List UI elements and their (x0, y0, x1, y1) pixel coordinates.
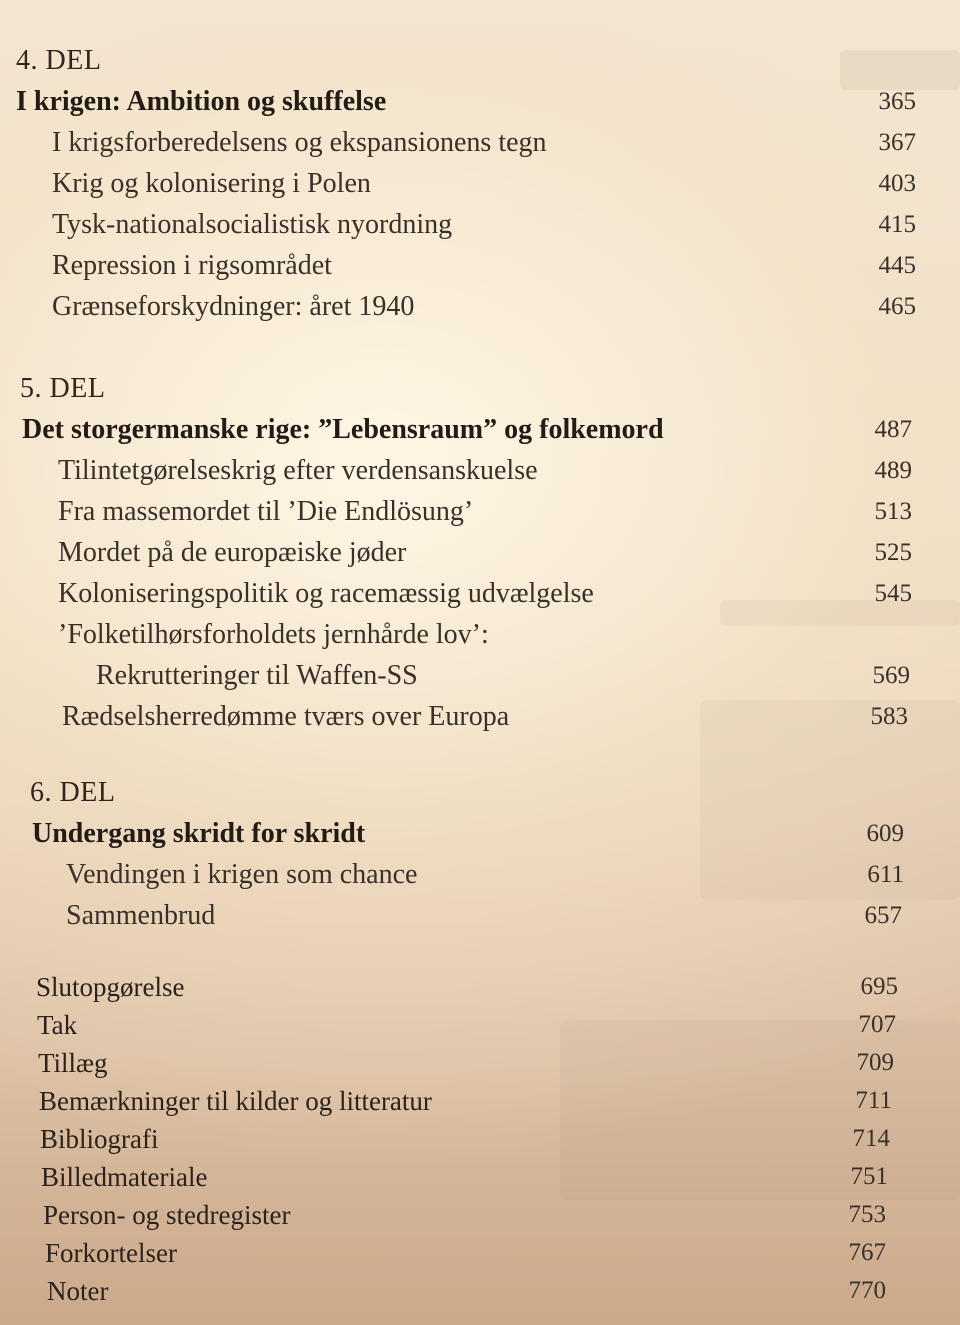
part-5 (0, 368, 960, 737)
part-title: Det storgermanske rige: ”Lebensraum” og folkemord (22, 414, 664, 445)
chapter-title: Fra massemordet til ’Die Endlösung’ (58, 496, 474, 527)
page-number: 525 (874, 539, 912, 566)
back-matter-title: Bemærkninger til kilder og litteratur (39, 1086, 432, 1116)
back-matter-row (0, 1044, 960, 1082)
part-label-row (0, 40, 960, 81)
part-6 (0, 772, 960, 936)
page-number: 707 (858, 1011, 896, 1038)
page-number: 583 (870, 703, 908, 730)
chapter-row (0, 450, 960, 491)
part-title: Undergang skridt for skridt (32, 818, 366, 849)
chapter-title: Vendingen i krigen som chance (66, 859, 418, 890)
part-label-row (0, 772, 960, 813)
back-matter-row (0, 968, 960, 1006)
page-number: 657 (864, 902, 902, 929)
page-number: 489 (874, 457, 912, 484)
chapter-title: ’Folketilhørsforholdets jernhårde lov’: (58, 619, 489, 650)
page-number: 465 (878, 293, 916, 320)
page-number: 415 (878, 211, 916, 238)
back-matter-title: Noter (47, 1276, 109, 1306)
page-number: 695 (860, 973, 898, 1000)
chapter-title: Grænseforskydninger: året 1940 (52, 291, 415, 322)
back-matter-title: Slutopgørelse (36, 972, 185, 1002)
back-matter-title: Tillæg (38, 1048, 108, 1078)
back-matter-row (0, 1082, 960, 1120)
chapter-row (0, 286, 960, 327)
back-matter-title: Bibliografi (40, 1124, 159, 1154)
part-4 (0, 40, 960, 327)
chapter-row (0, 655, 960, 696)
chapter-title: Rekrutteringer til Waffen-SS (96, 660, 418, 691)
back-matter-title: Billedmateriale (41, 1162, 208, 1192)
chapter-row (0, 245, 960, 286)
part-title-row (0, 813, 960, 854)
page-number: 609 (866, 820, 904, 847)
part-title-row (0, 81, 960, 122)
chapter-title: Mordet på de europæiske jøder (58, 537, 407, 568)
back-matter-row (0, 1196, 960, 1234)
page-number: 753 (848, 1201, 886, 1228)
page-number: 403 (878, 170, 916, 197)
page-number: 714 (852, 1125, 890, 1152)
page-number: 770 (848, 1277, 886, 1304)
back-matter-row (0, 1158, 960, 1196)
chapter-row (0, 122, 960, 163)
chapter-title: Rædselsherredømme tværs over Europa (62, 701, 510, 732)
chapter-row (0, 614, 960, 655)
chapter-row (0, 491, 960, 532)
page-number: 367 (878, 129, 916, 156)
page-number: 513 (874, 498, 912, 525)
part-label: 4. DEL (16, 45, 102, 76)
chapter-row (0, 204, 960, 245)
part-title: I krigen: Ambition og skuffelse (16, 86, 387, 117)
page-number: 611 (867, 861, 904, 888)
page-number: 365 (878, 88, 916, 115)
page-number: 487 (874, 416, 912, 443)
page-number: 445 (878, 252, 916, 279)
back-matter (0, 968, 960, 1310)
back-matter-title: Person- og stedregister (43, 1200, 291, 1230)
page-number: 709 (856, 1049, 894, 1076)
chapter-row (0, 532, 960, 573)
part-title-row (0, 409, 960, 450)
page-number: 569 (872, 662, 910, 689)
chapter-title: Sammenbrud (66, 900, 216, 931)
part-label-row (0, 368, 960, 409)
chapter-row (0, 854, 960, 895)
chapter-title: Repression i rigsområdet (52, 250, 332, 281)
chapter-row (0, 895, 960, 936)
chapter-title: Krig og kolonisering i Polen (52, 168, 371, 199)
back-matter-title: Forkortelser (45, 1238, 177, 1268)
chapter-row (0, 573, 960, 614)
chapter-title: Tysk-nationalsocialistisk nyordning (52, 209, 453, 240)
chapter-title: I krigsforberedelsens og ekspansionens tegn (52, 127, 547, 158)
page-number: 751 (850, 1163, 888, 1190)
back-matter-row (0, 1120, 960, 1158)
back-matter-row (0, 1006, 960, 1044)
part-label: 6. DEL (30, 777, 116, 808)
part-label: 5. DEL (20, 373, 106, 404)
back-matter-row (0, 1272, 960, 1310)
page-number: 767 (848, 1239, 886, 1266)
chapter-row (0, 163, 960, 204)
chapter-row (0, 696, 960, 737)
chapter-title: Tilintetgørelseskrig efter verdensanskuelse (58, 455, 538, 486)
back-matter-title: Tak (37, 1010, 78, 1040)
back-matter-row (0, 1234, 960, 1272)
page-number: 545 (874, 580, 912, 607)
chapter-title: Koloniseringspolitik og racemæssig udvælgelse (58, 578, 594, 609)
page-number: 711 (855, 1087, 892, 1114)
